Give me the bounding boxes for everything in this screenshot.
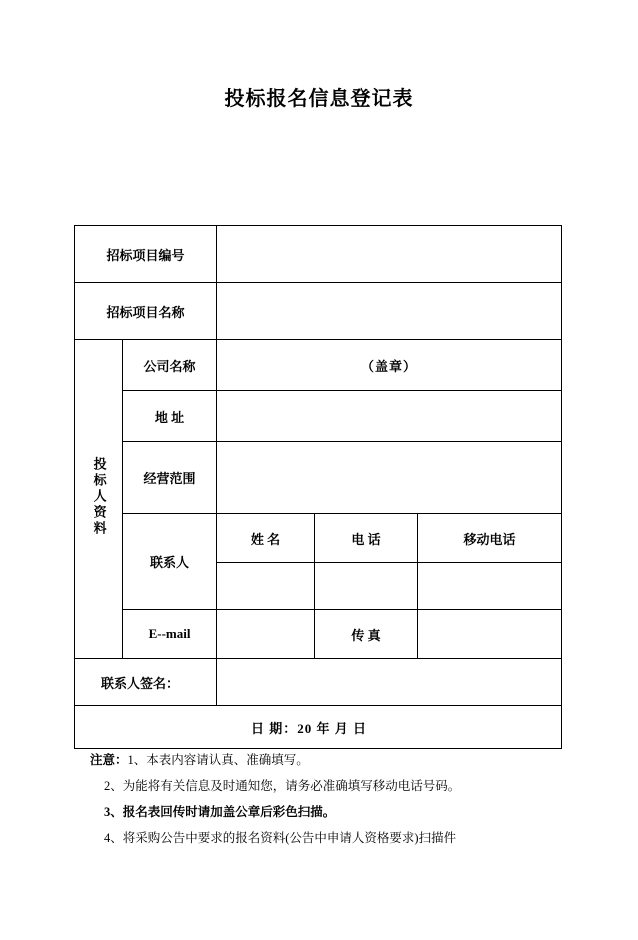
note-item-1: 1、本表内容请认真、准确填写。 (127, 753, 309, 767)
email-field[interactable] (217, 610, 315, 659)
date-line[interactable]: 日 期：20 年 月 日 (75, 706, 562, 749)
notes-label: 注意： (90, 753, 128, 767)
contact-phone-header: 电 话 (315, 514, 418, 563)
email-label: E--mail (123, 610, 217, 659)
note-line-4 (104, 832, 594, 845)
signature-field[interactable] (217, 659, 562, 706)
table-row-address (75, 391, 562, 442)
note-line-1 (90, 754, 594, 767)
table-row-project-name (75, 283, 562, 340)
document-page (0, 82, 638, 940)
company-name-field[interactable]: （盖章） (217, 340, 562, 391)
bidder-info-label-text: 投标人资料 (91, 457, 107, 537)
contact-label: 联系人 (123, 514, 217, 610)
table-row-business-scope (75, 442, 562, 514)
fax-label: 传 真 (315, 610, 418, 659)
signature-label: 联系人签名： (75, 659, 217, 706)
table-row-email-fax (75, 610, 562, 659)
business-scope-label: 经营范围 (123, 442, 217, 514)
business-scope-field[interactable] (217, 442, 562, 514)
table-row-signature (75, 659, 562, 706)
project-name-label: 招标项目名称 (75, 283, 217, 340)
form-table (74, 225, 562, 749)
address-label: 地 址 (123, 391, 217, 442)
bidder-info-label (75, 340, 123, 659)
contact-phone-field[interactable] (315, 563, 418, 610)
page-title: 投标报名信息登记表 (224, 88, 414, 110)
table-row-date (75, 706, 562, 749)
contact-mobile-header: 移动电话 (418, 514, 562, 563)
table-row-contact-headers (75, 514, 562, 563)
address-field[interactable] (217, 391, 562, 442)
contact-name-field[interactable] (217, 563, 315, 610)
table-row-company-name (75, 340, 562, 391)
note-line-2 (104, 780, 594, 793)
company-name-label: 公司名称 (123, 340, 217, 391)
notes-section (74, 754, 594, 859)
project-name-field[interactable] (217, 283, 562, 340)
contact-mobile-field[interactable] (418, 563, 562, 610)
note-item-3: 3、报名表回传时请加盖公章后彩色扫描。 (104, 805, 336, 820)
registration-form (74, 225, 561, 749)
note-item-4: 4、将采购公告中要求的报名资料(公告中申请人资格要求)扫描件 (104, 831, 457, 846)
project-number-field[interactable] (217, 226, 562, 283)
note-item-2: 2、为能将有关信息及时通知您，请务必准确填写移动电话号码。 (104, 779, 461, 794)
project-number-label: 招标项目编号 (75, 226, 217, 283)
table-row-project-number (75, 226, 562, 283)
note-line-3 (104, 806, 594, 819)
fax-field[interactable] (418, 610, 562, 659)
contact-name-header: 姓 名 (217, 514, 315, 563)
